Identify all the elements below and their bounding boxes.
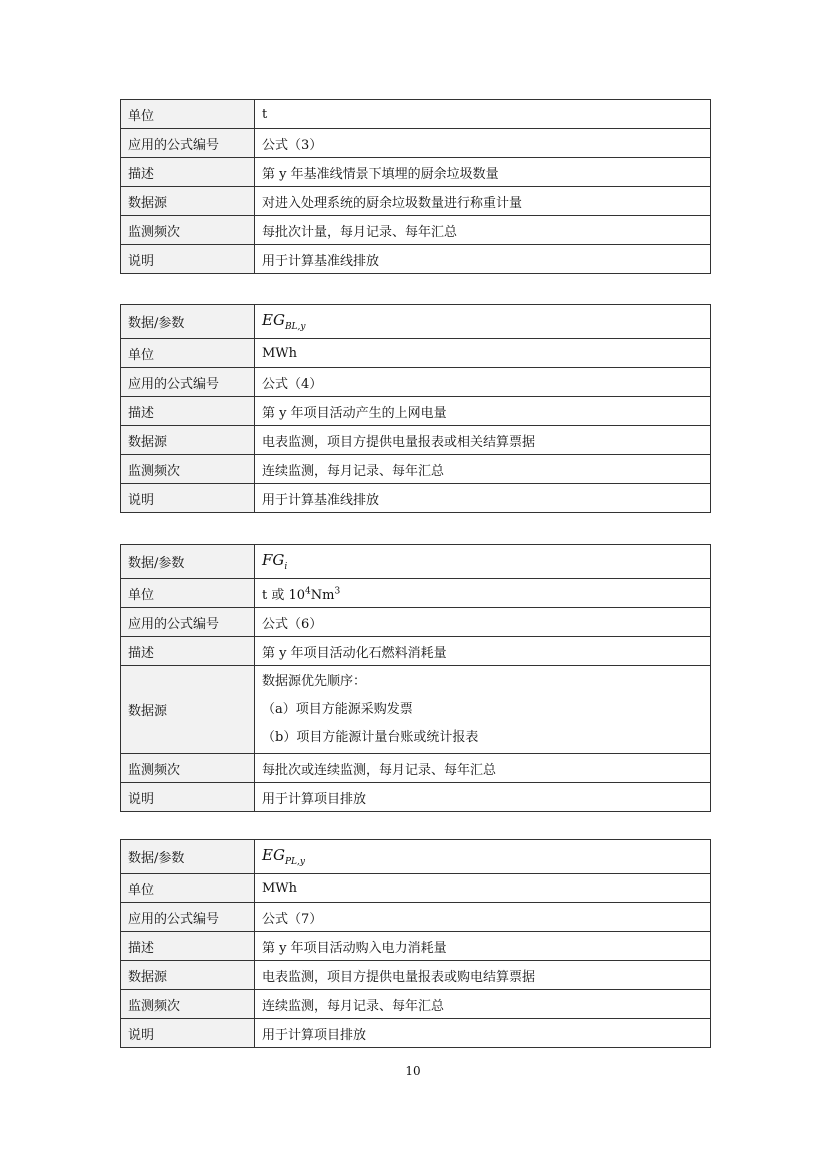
row-value [255, 666, 711, 754]
unit-exponent: 3 [334, 586, 341, 597]
row-label: 应用的公式编号 [121, 129, 255, 158]
parameter-table-4 [120, 839, 711, 1048]
table-row [121, 216, 711, 245]
unit-text: Nm [310, 587, 335, 603]
symbol-subscript: BL,y [284, 322, 306, 332]
row-label: 描述 [121, 158, 255, 187]
row-value: MWh [255, 874, 711, 903]
table-row [121, 608, 711, 637]
table-row [121, 990, 711, 1019]
table-row [121, 1019, 711, 1048]
row-value: 用于计算基准线排放 [255, 484, 711, 513]
row-label: 监测频次 [121, 990, 255, 1019]
symbol-main: FG [262, 551, 285, 569]
row-label: 数据/参数 [121, 545, 255, 579]
row-label: 应用的公式编号 [121, 368, 255, 397]
parameter-symbol [255, 545, 711, 579]
table-row [121, 932, 711, 961]
table-row [121, 245, 711, 274]
table-row [121, 840, 711, 874]
table-row [121, 100, 711, 129]
row-value: MWh [255, 339, 711, 368]
row-value: 公式（4） [255, 368, 711, 397]
row-value: 公式（7） [255, 903, 711, 932]
parameter-table-3 [120, 544, 711, 812]
source-line: （b）项目方能源计量台账或统计报表 [262, 729, 479, 745]
row-label: 数据源 [121, 666, 255, 754]
table-row [121, 455, 711, 484]
row-value: 每批次计量，每月记录、每年汇总 [255, 216, 711, 245]
table-row [121, 339, 711, 368]
symbol-subscript: i [284, 562, 288, 572]
row-label: 监测频次 [121, 754, 255, 783]
table-row [121, 397, 711, 426]
row-value: 用于计算项目排放 [255, 1019, 711, 1048]
parameter-table-2 [120, 304, 711, 513]
table-row [121, 961, 711, 990]
table-row [121, 305, 711, 339]
row-value: 第 y 年项目活动化石燃料消耗量 [255, 637, 711, 666]
row-label: 说明 [121, 484, 255, 513]
row-label: 应用的公式编号 [121, 903, 255, 932]
table-row [121, 545, 711, 579]
row-label: 单位 [121, 579, 255, 608]
table-row [121, 637, 711, 666]
table-row [121, 579, 711, 608]
row-value: 第 y 年基准线情景下填埋的厨余垃圾数量 [255, 158, 711, 187]
row-value: 电表监测，项目方提供电量报表或相关结算票据 [255, 426, 711, 455]
row-label: 监测频次 [121, 455, 255, 484]
row-value: 用于计算项目排放 [255, 783, 711, 812]
row-label: 说明 [121, 245, 255, 274]
row-label: 数据/参数 [121, 840, 255, 874]
row-label: 说明 [121, 1019, 255, 1048]
row-label: 描述 [121, 637, 255, 666]
row-label: 数据源 [121, 187, 255, 216]
table-row [121, 783, 711, 812]
symbol-subscript: PL,y [284, 857, 305, 867]
source-line: 数据源优先顺序： [262, 673, 367, 689]
symbol-main: EG [262, 846, 285, 864]
row-label: 单位 [121, 874, 255, 903]
row-value: 每批次或连续监测，每月记录、每年汇总 [255, 754, 711, 783]
table-row [121, 426, 711, 455]
row-value: 电表监测，项目方提供电量报表或购电结算票据 [255, 961, 711, 990]
table-row [121, 368, 711, 397]
row-label: 单位 [121, 100, 255, 129]
source-line: （a）项目方能源采购发票 [262, 701, 413, 717]
page-number: 10 [405, 1064, 421, 1078]
row-value: 第 y 年项目活动购入电力消耗量 [255, 932, 711, 961]
row-label: 应用的公式编号 [121, 608, 255, 637]
row-value: t [255, 100, 711, 129]
row-value: 公式（6） [255, 608, 711, 637]
table-row [121, 187, 711, 216]
row-value [255, 579, 711, 608]
row-value: 连续监测，每月记录、每年汇总 [255, 455, 711, 484]
row-value: 公式（3） [255, 129, 711, 158]
row-label: 单位 [121, 339, 255, 368]
unit-text: t 或 10 [262, 587, 306, 603]
unit-exponent: 4 [305, 586, 311, 597]
row-value: 用于计算基准线排放 [255, 245, 711, 274]
parameter-table-1 [120, 99, 711, 274]
symbol-main: EG [262, 311, 285, 329]
table-row [121, 484, 711, 513]
table-row [121, 754, 711, 783]
row-value: 第 y 年项目活动产生的上网电量 [255, 397, 711, 426]
table-row [121, 129, 711, 158]
row-label: 数据/参数 [121, 305, 255, 339]
table-row [121, 874, 711, 903]
row-value: 对进入处理系统的厨余垃圾数量进行称重计量 [255, 187, 711, 216]
row-label: 数据源 [121, 961, 255, 990]
row-label: 描述 [121, 397, 255, 426]
row-value: 连续监测，每月记录、每年汇总 [255, 990, 711, 1019]
parameter-symbol [255, 840, 711, 874]
parameter-symbol [255, 305, 711, 339]
table-row [121, 903, 711, 932]
row-label: 说明 [121, 783, 255, 812]
table-row [121, 158, 711, 187]
row-label: 数据源 [121, 426, 255, 455]
row-label: 描述 [121, 932, 255, 961]
row-label: 监测频次 [121, 216, 255, 245]
table-row [121, 666, 711, 754]
